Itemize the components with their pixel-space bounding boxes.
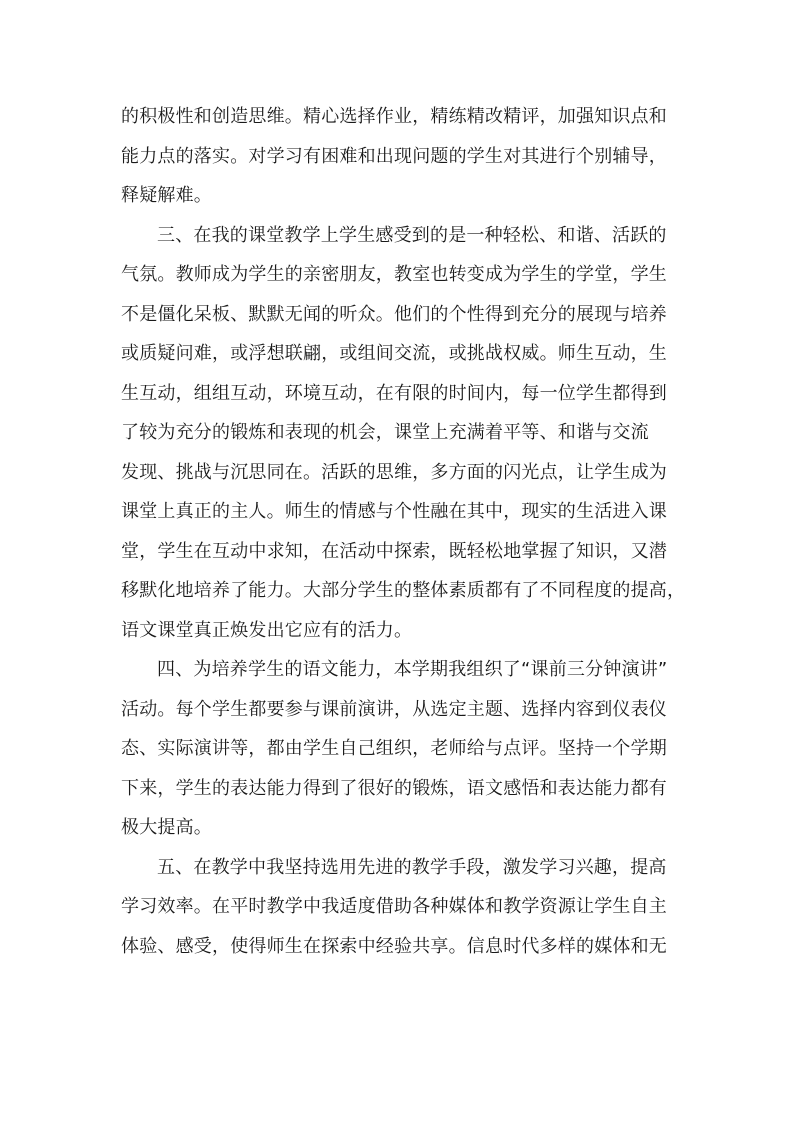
text-line: 气氛。教师成为学生的亲密朋友，教室也转变成为学生的学堂，学生: [121, 264, 667, 285]
text-line: 了较为充分的锻炼和表现的机会，课堂上充满着平等、和谐与交流: [121, 422, 649, 443]
text-line: 释疑解难。: [121, 185, 212, 206]
paragraph-5-first-line: 五、在教学中我坚持选用先进的教学手段，激发学习兴趣，提高: [157, 856, 667, 878]
text-line: 态、实际演讲等，都由学生自己组织，老师给与点评。坚持一个学期: [121, 738, 667, 759]
text-line: 极大提高。: [121, 817, 212, 838]
text-line: 堂，学生在互动中求知，在活动中探索，既轻松地掌握了知识，又潜: [121, 540, 667, 562]
body-text: [121, 97, 686, 966]
text-line: 能力点的落实。对学习有困难和出现问题的学生对其进行个别辅导，: [121, 145, 667, 167]
text-line: 移默化地培养了能力。大部分学生的整体素质都有了不同程度的提高，: [121, 580, 686, 601]
text-line: 语文课堂真正焕发出它应有的活力。: [121, 619, 413, 641]
text-line: 学习效率。在平时教学中我适度借助各种媒体和教学资源让学生自主: [121, 896, 667, 917]
text-line: 或质疑问难，或浮想联翩，或组间交流，或挑战权威。师生互动，生: [121, 343, 667, 364]
text-line: 活动。每个学生都要参与课前演讲，从选定主题、选择内容到仪表仪: [121, 698, 667, 720]
text-line: 的积极性和创造思维。精心选择作业，精练精改精评，加强知识点和: [121, 106, 667, 127]
text-line: 体验、感受，使得师生在探索中经验共享。信息时代多样的媒体和无: [121, 935, 667, 957]
paragraph-3-first-line: 三、在我的课堂教学上学生感受到的是一种轻松、和谐、活跃的: [157, 224, 667, 246]
text-line: 下来，学生的表达能力得到了很好的锻炼，语文感悟和表达能力都有: [121, 777, 667, 799]
text-line: 课堂上真正的主人。师生的情感与个性融在其中，现实的生活进入课: [121, 501, 667, 522]
paragraph-4-first-line: 四、为培养学生的语文能力，本学期我组织了“课前三分钟演讲”: [157, 659, 668, 680]
text-line: 生互动，组组互动，环境互动，在有限的时间内，每一位学生都得到: [121, 382, 667, 404]
text-line: 不是僵化呆板、默默无闻的听众。他们的个性得到充分的展现与培养: [121, 303, 667, 325]
text-line: 发现、挑战与沉思同在。活跃的思维，多方面的闪光点，让学生成为: [121, 461, 667, 483]
